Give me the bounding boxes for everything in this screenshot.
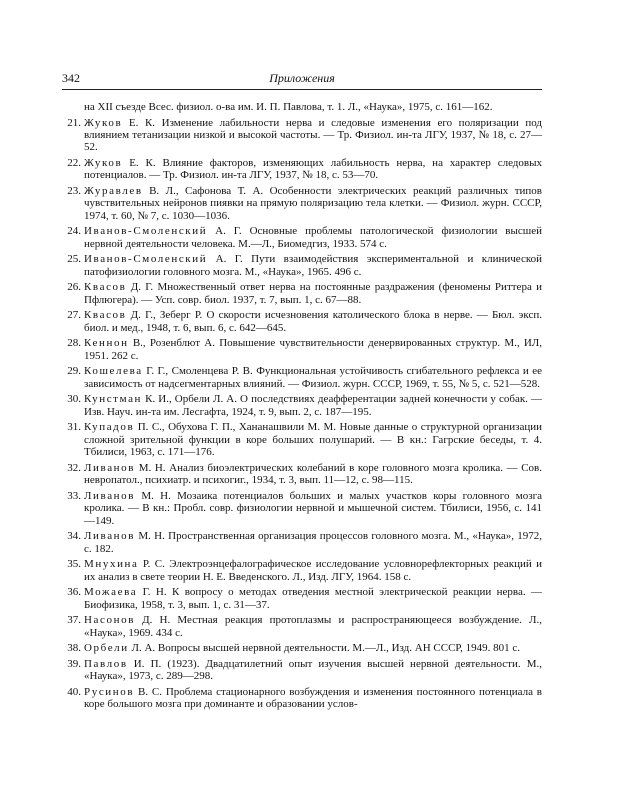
reference-text: А. Г. Основные проблемы патологической физиологии высшей нервной деятельности человека. М.—Л., Биомедгиз, 1933. 574 с. [84,225,543,250]
page-number: 342 [62,71,80,85]
reference-list [62,101,542,714]
reference-author: Ливанов [84,530,136,543]
reference-number: 25. [67,253,81,266]
reference-item [62,185,542,222]
reference-item [62,225,542,250]
reference-author: Павлов [84,657,128,670]
reference-text: К. И., Орбели Л. А. О последствиях деафферентации задней конечности у собак. — Изв. Науч. ин-та им. Лесгафта, 1924, т. 9, вып. 2, с. 187—195. [84,393,542,418]
reference-item [62,309,542,334]
reference-number: 31. [67,421,81,434]
reference-text: В. Л., Сафонова Т. А. Особенности электрических реакций различных типов чувствительных нейронов пиявки на прямую поляризацию тела клетки. — Физиол. журн. СССР, 1974, т. 60, № 7, с. 1030—1036. [84,185,542,222]
reference-author: Русинов [84,685,135,698]
reference-author: Кеннон [84,337,129,350]
reference-text: П. С., Обухова Г. П., Хананашвили М. М. Новые данные о структурной организации сложной зрительной функции в коре больших полушарий. — В кн.: Гагрские беседы, т. 4. Тбилиси, 1963, с. 171—176. [84,421,543,459]
reference-author: Можаева [84,586,138,599]
reference-item [62,642,542,654]
reference-author: Кунстман [84,393,143,406]
reference-text: М. Н. Мозаика потенциалов больших и малых участков коры головного мозга кролика. — В кн.: Пробл. совр. физиологии нервной и мышечной систем. Тбилиси, 1956, с. 141—149. [84,489,543,527]
reference-author: Иванов-Смоленский [84,225,208,238]
reference-number: 27. [67,309,81,322]
reference-number: 22. [67,157,81,169]
reference-number: 36. [67,586,81,599]
reference-number: 23. [67,185,81,197]
reference-item [62,586,542,611]
reference-item [62,253,542,278]
reference-text: Л. А. Вопросы высшей нервной деятельности. М.—Л., Изд. АН СССР, 1949. 801 с. [131,642,521,655]
reference-number: 34. [67,530,81,543]
reference-text: М. Н. Анализ биоэлектрических колебаний в коре головного мозга кролика. — Сов. невропатол., психиатр. и психогиг., 1934, т. 3, вып. 11—12, с. 98—115. [84,461,542,487]
reference-text: Р. С. Электроэнцефалографическое исследование условнорефлекторных реакций и их анализ в свете теории Н. Е. Введенского. Л., Изд. ЛГУ, 1964. 158 с. [84,558,543,583]
reference-text: Г. Н. К вопросу о методах отведения местной электрической реакции нерва. — Биофизика, 1958, т. 3, вып. 1, с. 31—37. [84,586,543,611]
reference-item [62,421,542,458]
reference-author: Квасов [84,281,127,294]
reference-number: 33. [67,489,81,502]
reference-text: Е. К. Изменение лабильности нерва и следовые изменения его поляризации под влиянием тетанизации низкой и высокой частоты. — Тр. Физиол. ин-та ЛГУ, 1937, № 18, с. 27—52. [84,116,543,154]
reference-author: Жуков [84,116,123,129]
reference-text: И. П. (1923). Двадцатилетний опыт изучения высшей нервной деятельности. М., «Наука», 1973, с. 289—298. [84,657,542,683]
reference-number: 40. [67,685,81,698]
reference-author: Ливанов [84,489,136,502]
reference-author: Насонов [84,614,135,627]
reference-item [62,365,542,390]
reference-number: 30. [67,393,81,406]
reference-text: Г. Г., Смоленцева Р. В. Функциональная устойчивость сгибательного рефлекса и ее зависимость от надсегментарных влияний. — Физиол. журн. СССР, 1969, т. 55, № 5, с. 521—528. [84,365,543,390]
reference-number: 21. [67,116,81,129]
reference-item [62,658,542,683]
reference-item [62,462,542,487]
reference-author: Ливанов [84,461,136,474]
reference-number: 29. [67,365,81,378]
reference-author: Жуков [84,157,123,169]
reference-continuation-text: на XII съезде Всес. физиол. о-ва им. И. П. Павлова, т. 1. Л., «Наука», 1975, с. 161—162. [84,101,493,113]
reference-item [62,117,542,154]
reference-text: М. Н. Пространственная организация процессов головного мозга. М., «Наука», 1972, с. 182. [84,530,543,555]
reference-item [62,393,542,418]
reference-text: Д. Н. Местная реакция протоплазмы и распространяющееся возбуждение. Л., «Наука», 1969. 434 с. [84,614,542,639]
reference-item [62,490,542,527]
reference-item [62,530,542,555]
reference-number: 35. [67,558,81,571]
reference-text: Д. Г. Множественный ответ нерва на постоянные раздражения (феномены Риттера и Пфлюгера). — Усп. совр. биол. 1937, т. 7, вып. 1, с. 67—88. [84,281,542,306]
reference-item [62,157,542,182]
reference-item [62,558,542,583]
reference-number: 28. [67,337,81,350]
reference-continuation [62,101,542,113]
reference-text: Д. Г., Зеберг Р. О скорости исчезновения католического блока в нерве. — Бюл. эксп. биол. и мед., 1948, т. 6, вып. 6, с. 642—645. [84,309,542,334]
running-title: Приложения [269,71,335,85]
reference-author: Журавлев [84,185,143,197]
reference-item [62,281,542,306]
reference-author: Кошелева [84,365,143,378]
reference-number: 24. [67,225,81,238]
reference-number: 26. [67,281,81,294]
reference-number: 32. [67,461,81,474]
reference-author: Квасов [84,309,127,322]
reference-text: В., Розенблют А. Повышение чувствительности денервированных структур. М., ИЛ, 1951. 262 с. [84,337,543,362]
reference-item [62,686,542,711]
reference-number: 39. [67,657,81,670]
reference-author: Орбели [84,642,129,655]
reference-number: 38. [67,642,81,655]
reference-text: Е. К. Влияние факторов, изменяющих лабильность нерва, на характер следовых потенциалов. — Тр. Физиол. ин-та ЛГУ, 1937, № 18, с. 53—70. [84,157,542,182]
reference-text: А. Г. Пути взаимодействия экспериментальной и клинической патофизиологии головного мозга. М., «Наука», 1965. 496 с. [84,253,543,278]
reference-author: Иванов-Смоленский [84,253,208,266]
reference-author: Мнухина [84,558,139,571]
reference-item [62,614,542,639]
reference-item [62,337,542,362]
reference-number: 37. [67,614,81,627]
reference-author: Купадов [84,421,135,434]
reference-text: В. С. Проблема стационарного возбуждения и изменения постоянного потенциала в коре большого мозга при доминанте и образовании услов- [84,685,542,711]
page-header [62,69,542,90]
